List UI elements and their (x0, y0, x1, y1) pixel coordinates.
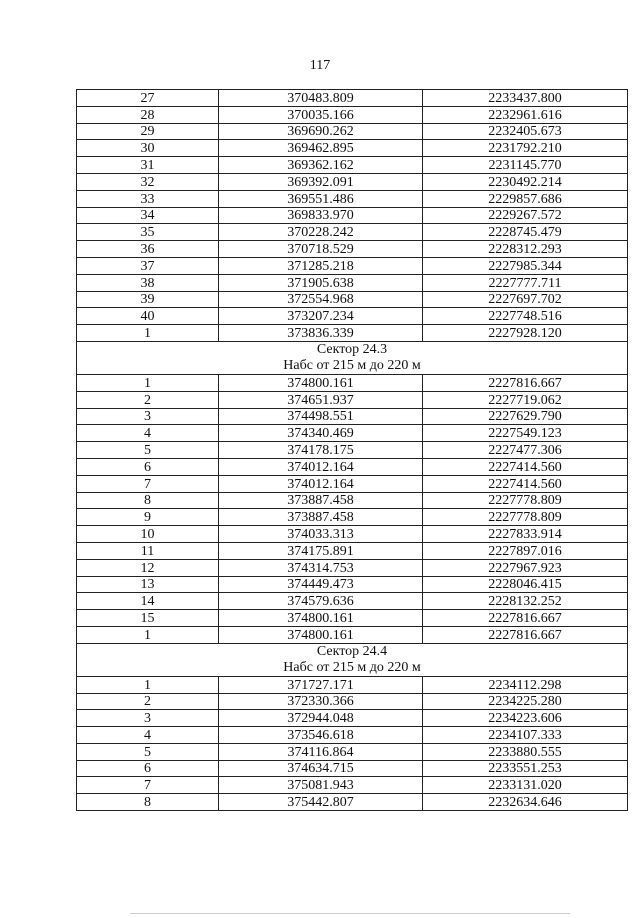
y-coordinate-cell: 2233437.800 (423, 90, 628, 107)
x-coordinate-cell: 374340.469 (219, 425, 423, 442)
y-coordinate-cell: 2228312.293 (423, 241, 628, 258)
x-coordinate-cell: 374800.161 (219, 374, 423, 391)
point-number-cell: 14 (77, 593, 219, 610)
x-coordinate-cell: 373546.618 (219, 727, 423, 744)
table-row (77, 626, 628, 643)
section-subtitle: Набс от 215 м до 220 м (283, 357, 421, 373)
table-row (77, 408, 628, 425)
table-row (77, 458, 628, 475)
table-row (77, 610, 628, 627)
table-row (77, 90, 628, 107)
point-number-cell: 5 (77, 743, 219, 760)
table-row (77, 794, 628, 811)
x-coordinate-cell: 373887.458 (219, 509, 423, 526)
table-row (77, 224, 628, 241)
point-number-cell: 1 (77, 676, 219, 693)
point-number-cell: 6 (77, 458, 219, 475)
x-coordinate-cell: 374800.161 (219, 626, 423, 643)
section-title: Сектор 24.3 (316, 341, 388, 357)
table-row (77, 710, 628, 727)
point-number-cell: 5 (77, 442, 219, 459)
section-header-row (77, 643, 628, 676)
x-coordinate-cell: 375442.807 (219, 794, 423, 811)
x-coordinate-cell: 371285.218 (219, 257, 423, 274)
point-number-cell: 35 (77, 224, 219, 241)
x-coordinate-cell: 369833.970 (219, 207, 423, 224)
section-subtitle: Набс от 215 м до 220 м (283, 659, 421, 675)
point-number-cell: 2 (77, 391, 219, 408)
point-number-cell: 36 (77, 241, 219, 258)
y-coordinate-cell: 2227816.667 (423, 626, 628, 643)
y-coordinate-cell: 2234225.280 (423, 693, 628, 710)
x-coordinate-cell: 373836.339 (219, 325, 423, 342)
table-row (77, 241, 628, 258)
y-coordinate-cell: 2227549.123 (423, 425, 628, 442)
table-row (77, 123, 628, 140)
y-coordinate-cell: 2234107.333 (423, 727, 628, 744)
point-number-cell: 39 (77, 291, 219, 308)
table-row (77, 760, 628, 777)
y-coordinate-cell: 2227928.120 (423, 325, 628, 342)
y-coordinate-cell: 2227967.923 (423, 559, 628, 576)
table-row (77, 391, 628, 408)
y-coordinate-cell: 2229857.686 (423, 190, 628, 207)
y-coordinate-cell: 2231145.770 (423, 157, 628, 174)
x-coordinate-cell: 374449.473 (219, 576, 423, 593)
section-title: Сектор 24.4 (316, 643, 388, 659)
point-number-cell: 3 (77, 710, 219, 727)
x-coordinate-cell: 370718.529 (219, 241, 423, 258)
y-coordinate-cell: 2232405.673 (423, 123, 628, 140)
point-number-cell: 7 (77, 777, 219, 794)
point-number-cell: 3 (77, 408, 219, 425)
y-coordinate-cell: 2227816.667 (423, 610, 628, 627)
table-row (77, 492, 628, 509)
page-number: 117 (309, 58, 331, 73)
x-coordinate-cell: 370483.809 (219, 90, 423, 107)
table-row (77, 475, 628, 492)
point-number-cell: 29 (77, 123, 219, 140)
table-row (77, 274, 628, 291)
point-number-cell: 9 (77, 509, 219, 526)
table-row (77, 308, 628, 325)
y-coordinate-cell: 2231792.210 (423, 140, 628, 157)
y-coordinate-cell: 2227477.306 (423, 442, 628, 459)
y-coordinate-cell: 2228046.415 (423, 576, 628, 593)
table-row (77, 190, 628, 207)
point-number-cell: 8 (77, 794, 219, 811)
table-row (77, 526, 628, 543)
point-number-cell: 34 (77, 207, 219, 224)
y-coordinate-cell: 2227719.062 (423, 391, 628, 408)
point-number-cell: 2 (77, 693, 219, 710)
table-row (77, 693, 628, 710)
table-row (77, 157, 628, 174)
point-number-cell: 4 (77, 425, 219, 442)
point-number-cell: 8 (77, 492, 219, 509)
section-header (77, 643, 628, 676)
x-coordinate-cell: 369690.262 (219, 123, 423, 140)
table-row (77, 291, 628, 308)
y-coordinate-cell: 2232634.646 (423, 794, 628, 811)
section-header (77, 341, 628, 374)
x-coordinate-cell: 370228.242 (219, 224, 423, 241)
y-coordinate-cell: 2228132.252 (423, 593, 628, 610)
point-number-cell: 13 (77, 576, 219, 593)
point-number-cell: 1 (77, 626, 219, 643)
y-coordinate-cell: 2234112.298 (423, 676, 628, 693)
x-coordinate-cell: 372330.366 (219, 693, 423, 710)
table-row (77, 442, 628, 459)
x-coordinate-cell: 374579.636 (219, 593, 423, 610)
x-coordinate-cell: 369462.895 (219, 140, 423, 157)
y-coordinate-cell: 2227985.344 (423, 257, 628, 274)
x-coordinate-cell: 371727.171 (219, 676, 423, 693)
x-coordinate-cell: 374651.937 (219, 391, 423, 408)
point-number-cell: 11 (77, 542, 219, 559)
point-number-cell: 38 (77, 274, 219, 291)
y-coordinate-cell: 2227778.809 (423, 492, 628, 509)
coordinates-table (76, 89, 628, 811)
y-coordinate-cell: 2228745.479 (423, 224, 628, 241)
y-coordinate-cell: 2227816.667 (423, 374, 628, 391)
point-number-cell: 4 (77, 727, 219, 744)
y-coordinate-cell: 2227414.560 (423, 475, 628, 492)
y-coordinate-cell: 2233551.253 (423, 760, 628, 777)
table-row (77, 593, 628, 610)
y-coordinate-cell: 2227748.516 (423, 308, 628, 325)
x-coordinate-cell: 372944.048 (219, 710, 423, 727)
point-number-cell: 27 (77, 90, 219, 107)
x-coordinate-cell: 374175.891 (219, 542, 423, 559)
x-coordinate-cell: 374634.715 (219, 760, 423, 777)
table-row (77, 509, 628, 526)
table-row (77, 777, 628, 794)
x-coordinate-cell: 369362.162 (219, 157, 423, 174)
section-header-row (77, 341, 628, 374)
point-number-cell: 7 (77, 475, 219, 492)
x-coordinate-cell: 374178.175 (219, 442, 423, 459)
table-row (77, 140, 628, 157)
point-number-cell: 30 (77, 140, 219, 157)
x-coordinate-cell: 374033.313 (219, 526, 423, 543)
x-coordinate-cell: 374800.161 (219, 610, 423, 627)
table-row (77, 325, 628, 342)
x-coordinate-cell: 373887.458 (219, 492, 423, 509)
table-row (77, 257, 628, 274)
x-coordinate-cell: 373207.234 (219, 308, 423, 325)
x-coordinate-cell: 370035.166 (219, 106, 423, 123)
table-row (77, 727, 628, 744)
table-row (77, 542, 628, 559)
y-coordinate-cell: 2227833.914 (423, 526, 628, 543)
table-row (77, 106, 628, 123)
x-coordinate-cell: 374498.551 (219, 408, 423, 425)
point-number-cell: 31 (77, 157, 219, 174)
point-number-cell: 28 (77, 106, 219, 123)
y-coordinate-cell: 2232961.616 (423, 106, 628, 123)
y-coordinate-cell: 2233131.020 (423, 777, 628, 794)
y-coordinate-cell: 2227629.790 (423, 408, 628, 425)
x-coordinate-cell: 369392.091 (219, 173, 423, 190)
x-coordinate-cell: 374116.864 (219, 743, 423, 760)
x-coordinate-cell: 375081.943 (219, 777, 423, 794)
table-row (77, 425, 628, 442)
point-number-cell: 10 (77, 526, 219, 543)
point-number-cell: 15 (77, 610, 219, 627)
y-coordinate-cell: 2230492.214 (423, 173, 628, 190)
x-coordinate-cell: 369551.486 (219, 190, 423, 207)
y-coordinate-cell: 2233880.555 (423, 743, 628, 760)
page-bottom-rule (130, 913, 570, 914)
y-coordinate-cell: 2227777.711 (423, 274, 628, 291)
point-number-cell: 1 (77, 325, 219, 342)
y-coordinate-cell: 2227897.016 (423, 542, 628, 559)
point-number-cell: 37 (77, 257, 219, 274)
x-coordinate-cell: 371905.638 (219, 274, 423, 291)
y-coordinate-cell: 2227697.702 (423, 291, 628, 308)
y-coordinate-cell: 2229267.572 (423, 207, 628, 224)
y-coordinate-cell: 2227414.560 (423, 458, 628, 475)
table-row (77, 207, 628, 224)
x-coordinate-cell: 374314.753 (219, 559, 423, 576)
point-number-cell: 12 (77, 559, 219, 576)
y-coordinate-cell: 2234223.606 (423, 710, 628, 727)
y-coordinate-cell: 2227778.809 (423, 509, 628, 526)
table-row (77, 374, 628, 391)
table-row (77, 743, 628, 760)
point-number-cell: 40 (77, 308, 219, 325)
coordinates-table-body (77, 90, 628, 811)
point-number-cell: 1 (77, 374, 219, 391)
x-coordinate-cell: 374012.164 (219, 475, 423, 492)
x-coordinate-cell: 374012.164 (219, 458, 423, 475)
x-coordinate-cell: 372554.968 (219, 291, 423, 308)
table-row (77, 559, 628, 576)
point-number-cell: 6 (77, 760, 219, 777)
table-row (77, 173, 628, 190)
point-number-cell: 32 (77, 173, 219, 190)
point-number-cell: 33 (77, 190, 219, 207)
table-row (77, 676, 628, 693)
table-row (77, 576, 628, 593)
